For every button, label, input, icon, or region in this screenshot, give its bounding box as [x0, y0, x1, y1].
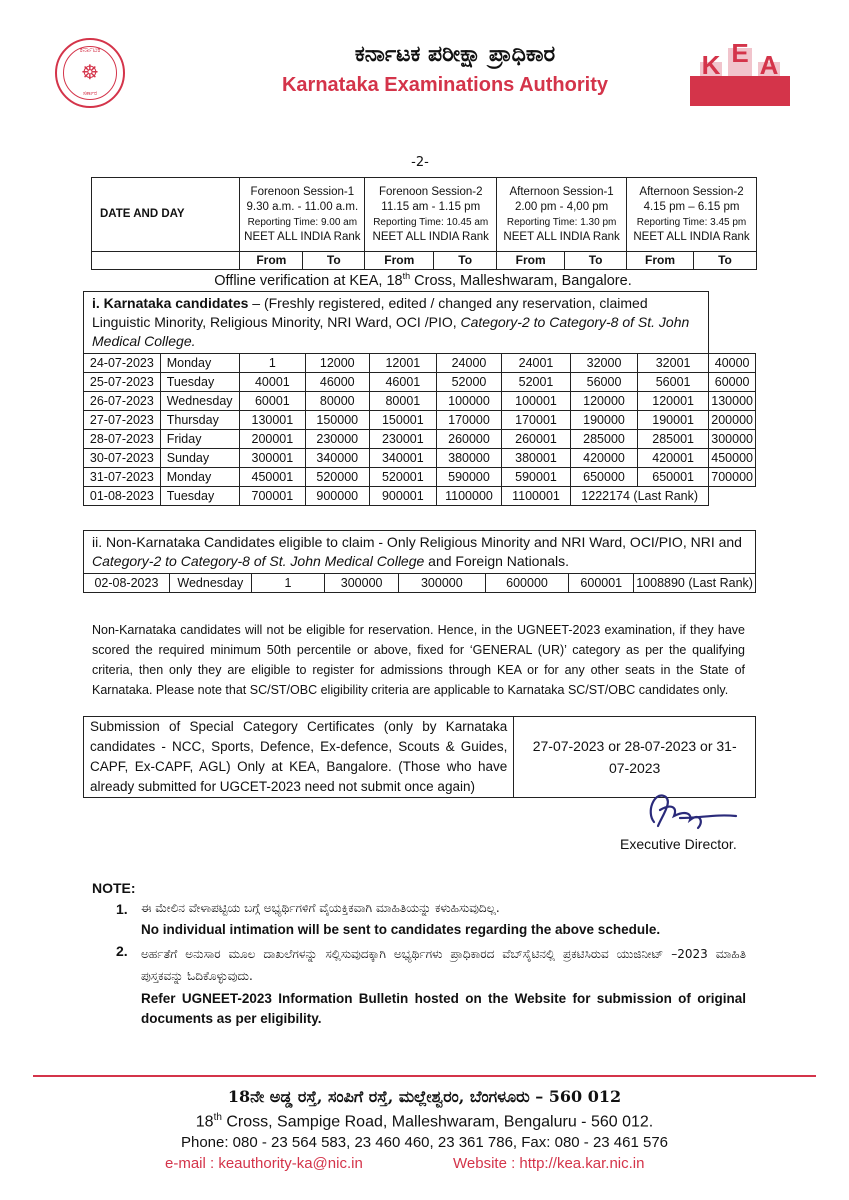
- from-header: From: [497, 252, 565, 270]
- kea-logo-letter-k: K: [701, 50, 721, 80]
- from-header: From: [365, 252, 434, 270]
- rank-cell: 80001: [369, 392, 436, 411]
- note-english: No individual intimation will be sent to candidates regarding the above schedule.: [141, 922, 661, 937]
- rank-cell: 600001: [569, 574, 634, 593]
- session-name: Forenoon Session-1: [250, 185, 355, 198]
- rank-cell: 56000: [571, 373, 638, 392]
- executive-director-title: Executive Director.: [620, 836, 737, 852]
- date-cell: 30-07-2023: [84, 449, 161, 468]
- rank-cell: 130000: [709, 392, 756, 411]
- karnataka-heading-category: Category-2 to Category-8 of: [460, 314, 638, 330]
- session-header: [497, 178, 627, 252]
- rank-cell: 340000: [305, 449, 369, 468]
- karnataka-section-heading: [84, 292, 709, 354]
- date-cell: 01-08-2023: [84, 487, 161, 506]
- note-kannada: ಅರ್ಹತೆಗೆ ಅನುಸಾರ ಮೂಲ ದಾಖಲೆಗಳನ್ನು ಸಲ್ಲಿಸುವುದಕ್ಕಾಗಿ ಅಭ್ಯರ್ಥಿಗಳು ಪ್ರಾಧಿಕಾರದ ವೆಬ್‌ಸೈಟಿನಲ್ಲಿ ಪ್ರಕಟಿಸಿರುವ ಯುಜಿನೀಟ್ –2023 ಮಾಹಿತಿ ಪುಸ್ತಕವನ್ನು ಓದಿಕೊಳ್ಳುವುದು.: [141, 947, 746, 983]
- karnataka-rows: [84, 354, 756, 487]
- rank-cell: 450000: [709, 449, 756, 468]
- non-karnataka-heading-post: and Foreign Nationals.: [424, 553, 570, 569]
- government-seal: [55, 38, 125, 108]
- session-name: Afternoon Session-2: [639, 185, 744, 198]
- session-reporting-time: Reporting Time: 9.00 am: [247, 216, 358, 228]
- verification-text-sup: th: [402, 271, 411, 281]
- table-row: [84, 487, 756, 506]
- date-cell: 25-07-2023: [84, 373, 161, 392]
- karnataka-heading-text: – (Freshly registered, edited / changed any reservation, claimed Linguistic Minority, Religious Minority, NRI Ward, OCI /PIO,: [92, 295, 648, 330]
- kea-logo-letter-e: E: [731, 40, 749, 68]
- rank-cell: 56001: [637, 373, 708, 392]
- day-cell: Monday: [160, 468, 239, 487]
- note-number: 2.: [116, 943, 128, 959]
- karnataka-heading-bold: i. Karnataka candidates: [92, 295, 249, 311]
- non-karnataka-heading-pre: ii. Non-Karnataka Candidates eligible to claim - Only Religious Minority and NRI Ward, OCI/PIO, NRI and: [92, 534, 742, 550]
- authority-title-kannada: ಕರ್ನಾಟಕ ಪರೀಕ್ಷಾ ಪ್ರಾಧಿಕಾರ: [354, 42, 556, 67]
- rank-cell: 200000: [709, 411, 756, 430]
- day-cell: Wednesday: [169, 574, 251, 593]
- note-english: Refer UGNEET-2023 Information Bulletin hosted on the Website for submission of original documents as per eligibility.: [141, 991, 746, 1026]
- note-kannada: ಈ ಮೇಲಿನ ವೇಳಾಪಟ್ಟಿಯ ಬಗ್ಗೆ ಅಭ್ಯರ್ಥಿಗಳಿಗೆ ವೈಯಕ್ತಿಕವಾಗಿ ಮಾಹಿತಿಯನ್ನು ಕಳುಹಿಸುವುದಿಲ್ಲ.: [141, 901, 500, 915]
- session-header: [240, 178, 365, 252]
- rank-cell: 24000: [437, 354, 502, 373]
- verification-venue: [90, 271, 756, 289]
- session-header: [627, 178, 757, 252]
- rank-cell: 24001: [501, 354, 570, 373]
- date-cell: 27-07-2023: [84, 411, 161, 430]
- kea-logo: [690, 40, 790, 106]
- rank-cell: 200001: [239, 430, 305, 449]
- rank-cell: 300000: [709, 430, 756, 449]
- rank-cell: 900000: [305, 487, 369, 506]
- table-row: [84, 430, 756, 449]
- session-reporting-time: Reporting Time: 1.30 pm: [506, 216, 617, 228]
- rank-cell: 150001: [369, 411, 436, 430]
- footer-website[interactable]: Website : http://kea.kar.nic.in: [453, 1155, 645, 1172]
- footer-phone: Phone: 080 - 23 564 583, 23 460 460, 23 361 786, Fax: 080 - 23 461 576: [180, 1134, 669, 1151]
- rank-cell: 700000: [709, 468, 756, 487]
- to-header: To: [434, 252, 497, 270]
- rank-cell: 46001: [369, 373, 436, 392]
- verification-text-post: Cross, Malleshwaram, Bangalore.: [410, 272, 632, 289]
- submission-dates: 27-07-2023 or 28-07-2023 or 31-07-2023: [514, 717, 756, 798]
- session-reporting-time: Reporting Time: 10.45 am: [373, 216, 489, 228]
- session-header: [365, 178, 497, 252]
- day-cell: Sunday: [160, 449, 239, 468]
- table-row: [84, 449, 756, 468]
- rank-cell: 60000: [709, 373, 756, 392]
- rank-cell: 590000: [437, 468, 502, 487]
- rank-cell: 170000: [437, 411, 502, 430]
- rank-cell: 80000: [305, 392, 369, 411]
- session-reporting-time: Reporting Time: 3.45 pm: [636, 216, 747, 228]
- rank-cell: 40001: [239, 373, 305, 392]
- day-cell: Wednesday: [160, 392, 239, 411]
- eligibility-note: Non-Karnataka candidates will not be eligible for reservation. Hence, in the UGNEET-2023 examination, if they have scored the required minimum 50th percentile or above, fixed for ‘GENERAL (UR)’ category as per the qualifying criteria, then only they are eligible to register for admissions through KEA or for any other seats in the State of Karnataka. Please note that SC/ST/OBC eligibility criteria are applicable to Karnataka SC/ST/OBC candidates only.: [92, 623, 745, 697]
- session-name: Afternoon Session-1: [509, 185, 614, 198]
- rank-cell: 12000: [305, 354, 369, 373]
- day-cell: Tuesday: [160, 373, 239, 392]
- rank-cell: 230000: [305, 430, 369, 449]
- date-cell: 28-07-2023: [84, 430, 161, 449]
- note-number: 1.: [116, 901, 128, 917]
- session-rank-label: NEET ALL INDIA Rank: [244, 230, 361, 243]
- rank-cell: 900001: [369, 487, 436, 506]
- date-cell: 31-07-2023: [84, 468, 161, 487]
- table-row: [84, 468, 756, 487]
- rank-cell: 340001: [369, 449, 436, 468]
- date-cell: 26-07-2023: [84, 392, 161, 411]
- table-row: [84, 574, 756, 593]
- rank-cell: 1: [239, 354, 305, 373]
- rank-cell: 120000: [571, 392, 638, 411]
- session-time: 11.15 am - 1.15 pm: [381, 200, 481, 213]
- rank-cell: 40000: [709, 354, 756, 373]
- from-header: From: [240, 252, 303, 270]
- authority-title-english: Karnataka Examinations Authority: [281, 74, 608, 96]
- signature-stroke: [651, 795, 736, 828]
- table-row: [84, 411, 756, 430]
- seal-bottom-text: ಸರ್ಕಾರ: [82, 90, 98, 97]
- table-row: [84, 373, 756, 392]
- rank-cell: 590001: [501, 468, 570, 487]
- rank-cell: 285001: [637, 430, 708, 449]
- note-heading: NOTE:: [92, 880, 136, 896]
- rank-cell: 170001: [501, 411, 570, 430]
- kea-logo-base: [690, 76, 790, 106]
- session-rank-label: NEET ALL INDIA Rank: [503, 230, 620, 243]
- rank-cell: 300000: [325, 574, 399, 593]
- rank-cell: 100001: [501, 392, 570, 411]
- table-row: [84, 354, 756, 373]
- page-number: -2-: [411, 155, 429, 170]
- session-time: 4.15 pm – 6.15 pm: [643, 200, 740, 213]
- session-rank-label: NEET ALL INDIA Rank: [372, 230, 489, 243]
- rank-cell: 260000: [437, 430, 502, 449]
- verification-text-pre: Offline verification at KEA, 18: [214, 272, 403, 289]
- rank-cell: 285000: [571, 430, 638, 449]
- rank-cell: 230001: [369, 430, 436, 449]
- rank-cell: 100000: [437, 392, 502, 411]
- rank-cell: 120001: [637, 392, 708, 411]
- rank-cell: 1: [251, 574, 324, 593]
- date-cell: 24-07-2023: [84, 354, 161, 373]
- rank-cell: 52000: [437, 373, 502, 392]
- from-header: From: [627, 252, 694, 270]
- rank-cell: 420000: [571, 449, 638, 468]
- rank-cell: 520000: [305, 468, 369, 487]
- rank-cell: 300001: [239, 449, 305, 468]
- footer-address-sup: th: [213, 1112, 222, 1123]
- karnataka-heading-college: St. John Medical College.: [92, 314, 690, 349]
- rank-cell: 700001: [239, 487, 305, 506]
- last-rank-cell: 1222174 (Last Rank): [571, 487, 709, 506]
- non-karnataka-section-heading: [84, 531, 756, 574]
- rank-cell: 46000: [305, 373, 369, 392]
- rank-cell: 650001: [637, 468, 708, 487]
- blank-cell: [92, 252, 240, 270]
- rank-cell: 52001: [501, 373, 570, 392]
- day-cell: Thursday: [160, 411, 239, 430]
- session-header-table: [91, 177, 757, 270]
- date-and-day-header: DATE AND DAY: [92, 178, 240, 252]
- to-header: To: [694, 252, 757, 270]
- rank-cell: 60001: [239, 392, 305, 411]
- rank-cell: 12001: [369, 354, 436, 373]
- rank-cell: 1100000: [437, 487, 502, 506]
- footer-kannada-address: 18ನೇ ಅಡ್ಡ ರಸ್ತೆ, ಸಂಪಿಗೆ ರಸ್ತೆ, ಮಲ್ಲೇಶ್ವರಂ, ಬೆಂಗಳೂರು – 560 012: [227, 1087, 622, 1106]
- non-karnataka-heading-college: Category-2 to Category-8 of St. John Medical College: [92, 553, 425, 569]
- session-time: 2.00 pm - 4,00 pm: [514, 200, 609, 213]
- rank-cell: 130001: [239, 411, 305, 430]
- footer-address-pre: 18: [195, 1113, 214, 1131]
- footer-address-post: Cross, Sampige Road, Malleshwaram, Bengaluru - 560 012.: [221, 1113, 654, 1131]
- footer-divider: [33, 1075, 816, 1077]
- day-cell: Monday: [160, 354, 239, 373]
- rank-cell: 190001: [637, 411, 708, 430]
- rank-cell: 380000: [437, 449, 502, 468]
- session-name: Forenoon Session-2: [378, 185, 483, 198]
- day-cell: Friday: [160, 430, 239, 449]
- to-header: To: [303, 252, 365, 270]
- rank-cell: 520001: [369, 468, 436, 487]
- submission-text: Submission of Special Category Certificates (only by Karnataka candidates - NCC, Sports, Defence, Ex-defence, Scouts & Guides, CAPF, Ex-CAPF, AGL) Only at KEA, Bangalore. (Those who have already submitted for UGCET-2023 need not submit once again): [84, 717, 514, 798]
- last-rank-cell: 1008890 (Last Rank): [634, 574, 756, 593]
- table-row: [84, 392, 756, 411]
- rank-cell: 380001: [501, 449, 570, 468]
- seal-top-text: ಕರ್ನಾಟಕ: [79, 46, 101, 54]
- session-rank-label: NEET ALL INDIA Rank: [633, 230, 750, 243]
- signature-image: [640, 782, 740, 834]
- rank-cell: 32000: [571, 354, 638, 373]
- rank-cell: 450001: [239, 468, 305, 487]
- rank-cell: 300000: [399, 574, 486, 593]
- date-cell: 02-08-2023: [84, 574, 170, 593]
- rank-cell: 600000: [485, 574, 569, 593]
- rank-cell: 1100001: [501, 487, 570, 506]
- rank-cell: 32001: [637, 354, 708, 373]
- rank-cell: 150000: [305, 411, 369, 430]
- non-karnataka-schedule-table: [83, 530, 756, 593]
- footer-email[interactable]: e-mail : keauthority-ka@nic.in: [165, 1155, 363, 1172]
- session-time: 9.30 a.m. - 11.00 a.m.: [246, 200, 359, 213]
- seal-emblem-icon: ☸: [81, 60, 99, 84]
- day-cell: Tuesday: [160, 487, 239, 506]
- rank-cell: 650000: [571, 468, 638, 487]
- rank-cell: 190000: [571, 411, 638, 430]
- kea-logo-letter-a: A: [759, 50, 779, 80]
- rank-cell: 260001: [501, 430, 570, 449]
- rank-cell: 420001: [637, 449, 708, 468]
- karnataka-schedule-table: [83, 291, 756, 506]
- footer-address: [0, 1112, 849, 1131]
- to-header: To: [565, 252, 627, 270]
